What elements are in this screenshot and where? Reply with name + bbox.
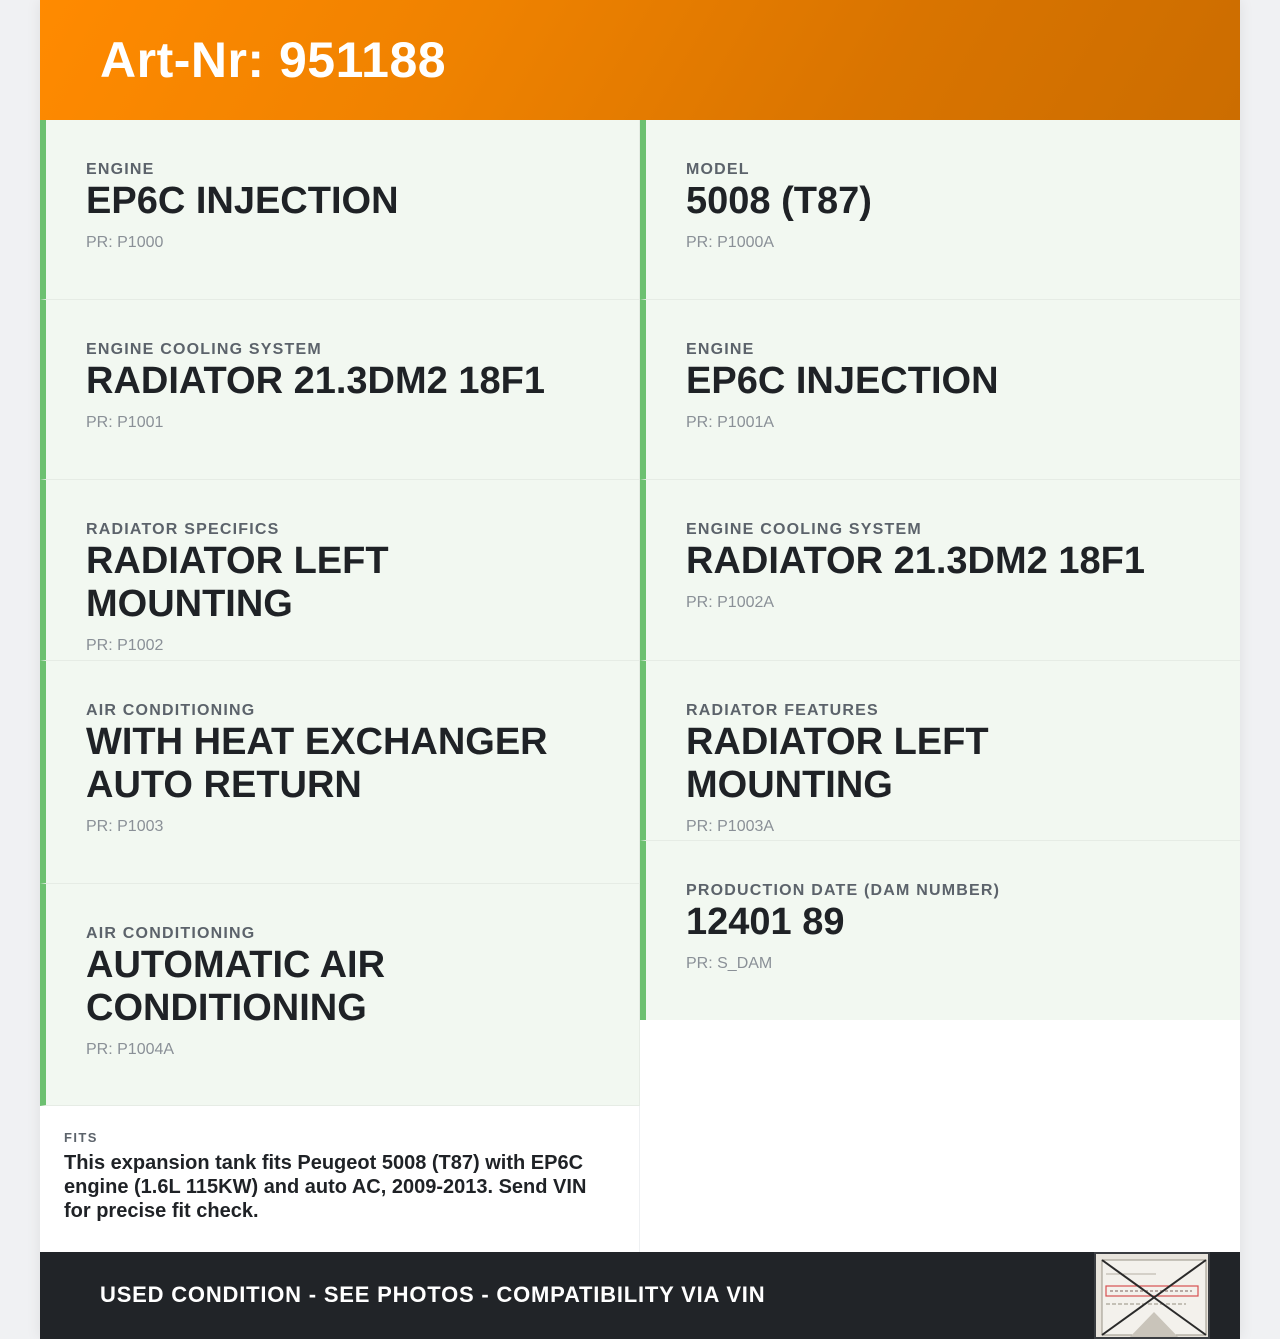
condition-banner-text: USED CONDITION - SEE PHOTOS - COMPATIBILITY VIA VIN: [100, 1282, 766, 1307]
article-number-title: Art-Nr: 951188: [100, 32, 447, 88]
spec-label: MODEL: [686, 161, 750, 178]
spec-label: PRODUCTION DATE (DAM NUMBER): [686, 882, 1001, 899]
spec-cell: [640, 661, 1240, 841]
spec-label: ENGINE: [86, 161, 155, 178]
spec-value: 5008 (T87): [686, 180, 872, 222]
spec-cell: [40, 661, 640, 884]
spec-pr-code: PR: P1000A: [686, 234, 775, 251]
spec-value: RADIATOR 21.3DM2 18F1: [86, 360, 545, 402]
spec-label: ENGINE COOLING SYSTEM: [686, 521, 922, 538]
spec-label: RADIATOR FEATURES: [686, 702, 879, 719]
spec-pr-code: PR: P1000: [86, 234, 164, 251]
spec-cell: [640, 480, 1240, 661]
spec-value: EP6C INJECTION: [686, 360, 999, 402]
spec-cell: [40, 120, 640, 300]
spec-cell: [40, 300, 640, 480]
spec-pr-code: PR: P1001A: [686, 414, 775, 431]
spec-pr-code: PR: P1002A: [686, 594, 775, 611]
spec-value: EP6C INJECTION: [86, 180, 399, 222]
spec-label: AIR CONDITIONING: [86, 925, 256, 942]
spec-label: RADIATOR SPECIFICS: [86, 521, 280, 538]
spec-column-right: [640, 120, 1240, 1020]
spec-grid: [40, 120, 1240, 1252]
spec-label: AIR CONDITIONING: [86, 702, 256, 719]
footer-banner: [40, 1252, 1240, 1339]
spec-pr-code: PR: P1003A: [686, 818, 775, 835]
spec-pr-code: PR: P1003: [86, 818, 164, 835]
spec-value: RADIATOR 21.3DM2 18F1: [686, 540, 1145, 582]
page: [40, 0, 1240, 1339]
spec-value: WITH HEAT EXCHANGER AUTO RETURN: [86, 721, 548, 806]
header: [40, 0, 1240, 120]
spec-cell: [640, 300, 1240, 480]
vehicle-label-photo-thumbnail[interactable]: [1094, 1252, 1210, 1339]
vehicle-label-image-icon: [1096, 1254, 1210, 1339]
spec-value: RADIATOR LEFT MOUNTING: [686, 721, 989, 806]
fits-section: [40, 1106, 640, 1252]
spec-cell: [40, 884, 640, 1106]
spec-pr-code: PR: S_DAM: [686, 955, 773, 972]
spec-label: ENGINE COOLING SYSTEM: [86, 341, 322, 358]
spec-cell: [40, 480, 640, 661]
spec-column-left: [40, 120, 640, 1106]
spec-label: ENGINE: [686, 341, 755, 358]
fits-label: FITS: [64, 1130, 98, 1145]
fits-description: This expansion tank fits Peugeot 5008 (T87) with EP6C engine (1.6L 115KW) and auto AC, 2009-2013. Send VIN for precise fit check.: [64, 1152, 587, 1222]
spec-cell: [640, 120, 1240, 300]
spec-pr-code: PR: P1004A: [86, 1041, 175, 1058]
spec-value: AUTOMATIC AIR CONDITIONING: [86, 944, 386, 1029]
spec-pr-code: PR: P1001: [86, 414, 164, 431]
spec-value: RADIATOR LEFT MOUNTING: [86, 540, 389, 625]
spec-value: 12401 89: [686, 901, 845, 943]
spec-cell: [640, 841, 1240, 1020]
spec-pr-code: PR: P1002: [86, 637, 164, 654]
